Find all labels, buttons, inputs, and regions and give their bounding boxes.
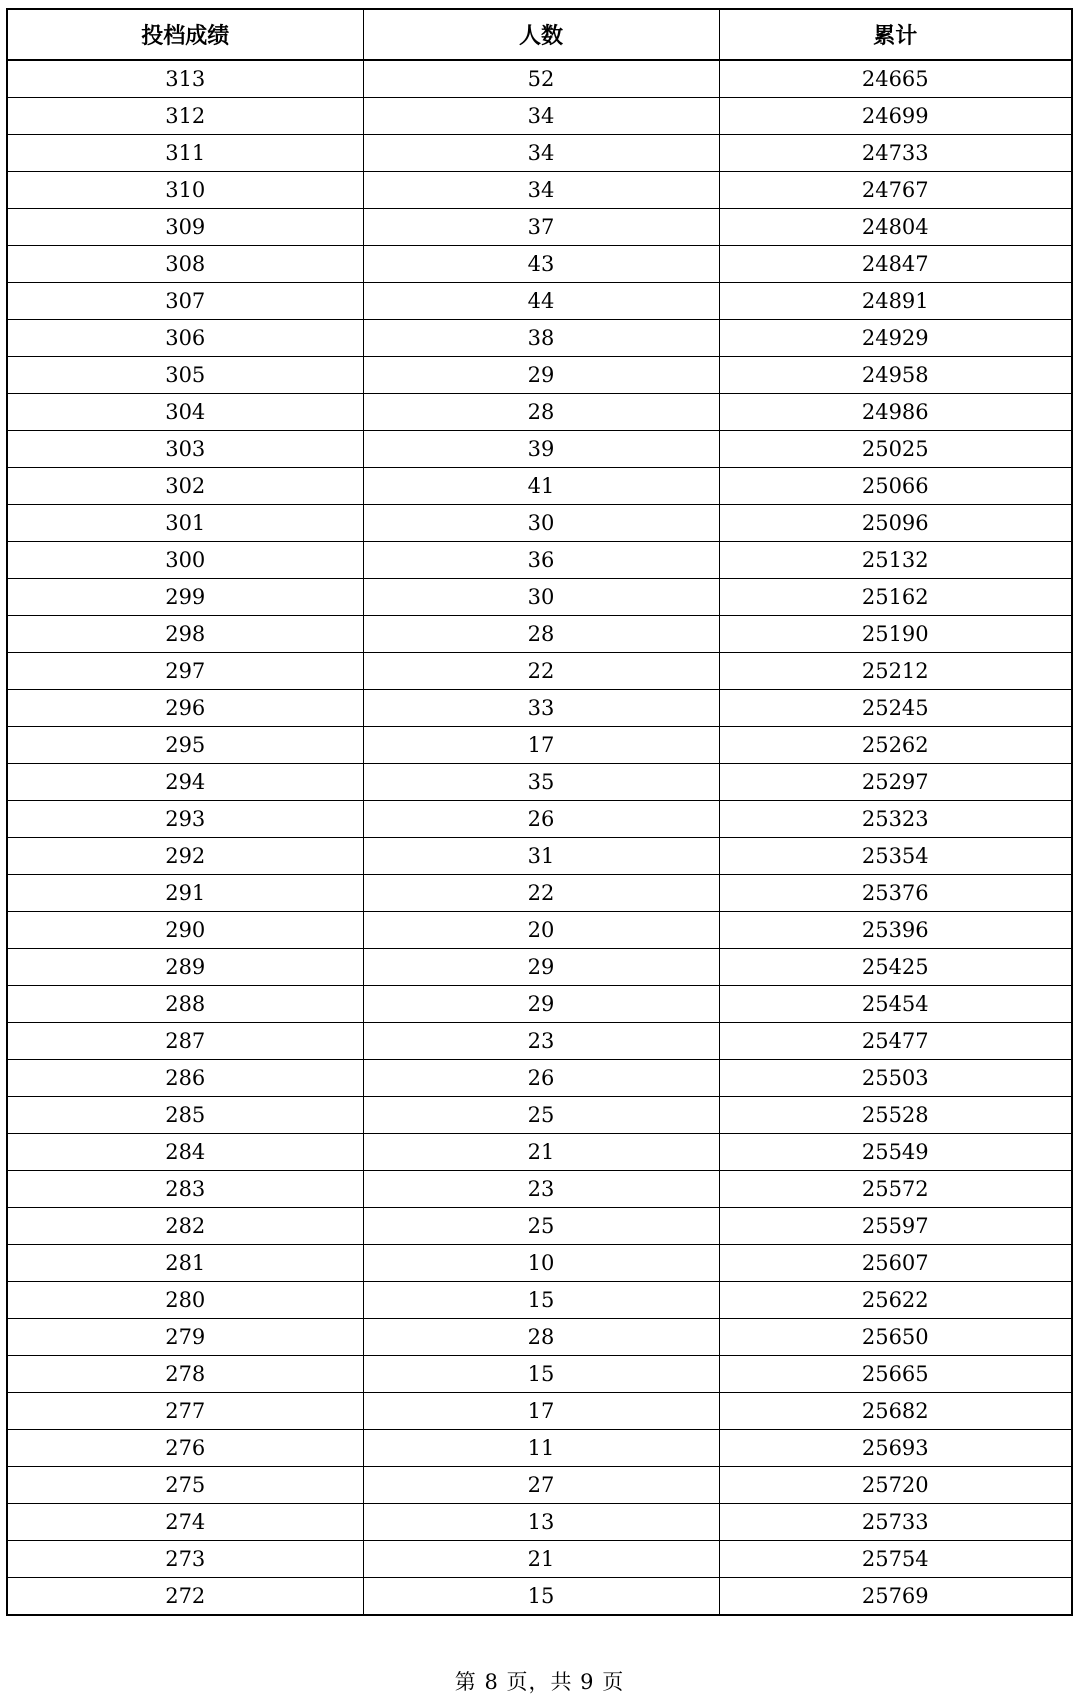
cell-cumulative: 24767: [719, 172, 1072, 209]
table-row: [7, 1171, 1072, 1208]
table-row: [7, 357, 1072, 394]
cell-cumulative: 25733: [719, 1504, 1072, 1541]
cell-count: 30: [363, 505, 719, 542]
cell-score: 279: [7, 1319, 363, 1356]
cell-score: 295: [7, 727, 363, 764]
cell-score: 280: [7, 1282, 363, 1319]
cell-score: 302: [7, 468, 363, 505]
cell-cumulative: 25132: [719, 542, 1072, 579]
table-row: [7, 838, 1072, 875]
table-row: [7, 1356, 1072, 1393]
header-count: 人数: [363, 9, 719, 60]
cell-cumulative: 24804: [719, 209, 1072, 246]
cell-score: 294: [7, 764, 363, 801]
cell-cumulative: 24986: [719, 394, 1072, 431]
cell-cumulative: 25425: [719, 949, 1072, 986]
cell-cumulative: 25066: [719, 468, 1072, 505]
cell-score: 281: [7, 1245, 363, 1282]
cell-cumulative: 25650: [719, 1319, 1072, 1356]
cell-count: 34: [363, 172, 719, 209]
cell-score: 286: [7, 1060, 363, 1097]
cell-cumulative: 25754: [719, 1541, 1072, 1578]
table-row: [7, 616, 1072, 653]
header-cumulative: 累计: [719, 9, 1072, 60]
cell-cumulative: 24847: [719, 246, 1072, 283]
cell-count: 28: [363, 394, 719, 431]
cell-cumulative: 25212: [719, 653, 1072, 690]
cell-score: 296: [7, 690, 363, 727]
cell-count: 15: [363, 1282, 719, 1319]
cell-count: 41: [363, 468, 719, 505]
table-row: [7, 1282, 1072, 1319]
cell-score: 272: [7, 1578, 363, 1616]
cell-count: 38: [363, 320, 719, 357]
cell-count: 22: [363, 653, 719, 690]
table-row: [7, 1245, 1072, 1282]
cell-count: 37: [363, 209, 719, 246]
cell-score: 310: [7, 172, 363, 209]
cell-score: 303: [7, 431, 363, 468]
cell-count: 15: [363, 1578, 719, 1616]
cell-count: 22: [363, 875, 719, 912]
cell-score: 288: [7, 986, 363, 1023]
table-row: [7, 801, 1072, 838]
cell-score: 292: [7, 838, 363, 875]
cell-cumulative: 25503: [719, 1060, 1072, 1097]
cell-count: 44: [363, 283, 719, 320]
table-row: [7, 542, 1072, 579]
cell-score: 293: [7, 801, 363, 838]
table-row: [7, 986, 1072, 1023]
cell-count: 28: [363, 1319, 719, 1356]
table-row: [7, 283, 1072, 320]
cell-score: 278: [7, 1356, 363, 1393]
cell-count: 34: [363, 135, 719, 172]
cell-count: 28: [363, 616, 719, 653]
cell-score: 309: [7, 209, 363, 246]
cell-cumulative: 25720: [719, 1467, 1072, 1504]
cell-count: 30: [363, 579, 719, 616]
cell-cumulative: 24665: [719, 60, 1072, 98]
cell-count: 21: [363, 1541, 719, 1578]
cell-count: 36: [363, 542, 719, 579]
cell-score: 275: [7, 1467, 363, 1504]
table-row: [7, 320, 1072, 357]
table-row: [7, 1393, 1072, 1430]
table-row: [7, 1097, 1072, 1134]
table-row: [7, 690, 1072, 727]
table-row: [7, 949, 1072, 986]
table-header: [7, 9, 1072, 60]
cell-count: 23: [363, 1171, 719, 1208]
cell-score: 306: [7, 320, 363, 357]
cell-score: 305: [7, 357, 363, 394]
cell-count: 26: [363, 801, 719, 838]
cell-cumulative: 25297: [719, 764, 1072, 801]
cell-score: 299: [7, 579, 363, 616]
table-row: [7, 1023, 1072, 1060]
table-row: [7, 912, 1072, 949]
cell-score: 285: [7, 1097, 363, 1134]
cell-score: 276: [7, 1430, 363, 1467]
cell-count: 26: [363, 1060, 719, 1097]
cell-cumulative: 25396: [719, 912, 1072, 949]
cell-count: 11: [363, 1430, 719, 1467]
cell-cumulative: 25622: [719, 1282, 1072, 1319]
cell-score: 277: [7, 1393, 363, 1430]
header-row: [7, 9, 1072, 60]
cell-cumulative: 25607: [719, 1245, 1072, 1282]
page-footer: 第 8 页，共 9 页: [454, 1670, 625, 1694]
cell-count: 39: [363, 431, 719, 468]
cell-score: 304: [7, 394, 363, 431]
cell-cumulative: 25096: [719, 505, 1072, 542]
cell-cumulative: 25572: [719, 1171, 1072, 1208]
cell-score: 289: [7, 949, 363, 986]
table-row: [7, 727, 1072, 764]
cell-count: 20: [363, 912, 719, 949]
cell-score: 312: [7, 98, 363, 135]
table-row: [7, 1467, 1072, 1504]
cell-score: 283: [7, 1171, 363, 1208]
table-row: [7, 135, 1072, 172]
cell-cumulative: 25454: [719, 986, 1072, 1023]
cell-cumulative: 25262: [719, 727, 1072, 764]
cell-score: 307: [7, 283, 363, 320]
cell-count: 43: [363, 246, 719, 283]
cell-count: 21: [363, 1134, 719, 1171]
cell-score: 313: [7, 60, 363, 98]
table-row: [7, 1319, 1072, 1356]
cell-count: 33: [363, 690, 719, 727]
cell-cumulative: 25477: [719, 1023, 1072, 1060]
cell-score: 308: [7, 246, 363, 283]
score-table: [6, 8, 1073, 1616]
cell-cumulative: 24699: [719, 98, 1072, 135]
cell-cumulative: 25682: [719, 1393, 1072, 1430]
header-score: 投档成绩: [7, 9, 363, 60]
cell-count: 17: [363, 727, 719, 764]
cell-count: 13: [363, 1504, 719, 1541]
table-row: [7, 579, 1072, 616]
cell-cumulative: 25549: [719, 1134, 1072, 1171]
table-row: [7, 1430, 1072, 1467]
cell-score: 284: [7, 1134, 363, 1171]
table-row: [7, 875, 1072, 912]
cell-cumulative: 25162: [719, 579, 1072, 616]
cell-cumulative: 25597: [719, 1208, 1072, 1245]
cell-cumulative: 25376: [719, 875, 1072, 912]
cell-count: 34: [363, 98, 719, 135]
table-row: [7, 1541, 1072, 1578]
cell-cumulative: 25693: [719, 1430, 1072, 1467]
cell-cumulative: 25025: [719, 431, 1072, 468]
cell-cumulative: 24891: [719, 283, 1072, 320]
cell-score: 287: [7, 1023, 363, 1060]
cell-score: 297: [7, 653, 363, 690]
cell-count: 35: [363, 764, 719, 801]
cell-cumulative: 25354: [719, 838, 1072, 875]
table-row: [7, 98, 1072, 135]
cell-cumulative: 25528: [719, 1097, 1072, 1134]
table-body: [7, 60, 1072, 1615]
cell-count: 23: [363, 1023, 719, 1060]
cell-score: 291: [7, 875, 363, 912]
table-row: [7, 1134, 1072, 1171]
cell-score: 290: [7, 912, 363, 949]
table-row: [7, 468, 1072, 505]
cell-count: 10: [363, 1245, 719, 1282]
cell-count: 25: [363, 1097, 719, 1134]
cell-count: 29: [363, 986, 719, 1023]
cell-count: 25: [363, 1208, 719, 1245]
table-row: [7, 60, 1072, 98]
cell-cumulative: 24733: [719, 135, 1072, 172]
cell-count: 31: [363, 838, 719, 875]
cell-cumulative: 24958: [719, 357, 1072, 394]
cell-score: 311: [7, 135, 363, 172]
table-row: [7, 653, 1072, 690]
cell-count: 27: [363, 1467, 719, 1504]
cell-cumulative: 24929: [719, 320, 1072, 357]
cell-cumulative: 25190: [719, 616, 1072, 653]
cell-score: 298: [7, 616, 363, 653]
table-row: [7, 1060, 1072, 1097]
cell-count: 17: [363, 1393, 719, 1430]
table-row: [7, 172, 1072, 209]
cell-cumulative: 25665: [719, 1356, 1072, 1393]
cell-cumulative: 25769: [719, 1578, 1072, 1616]
cell-count: 52: [363, 60, 719, 98]
cell-cumulative: 25245: [719, 690, 1072, 727]
cell-count: 29: [363, 357, 719, 394]
table-row: [7, 394, 1072, 431]
cell-score: 300: [7, 542, 363, 579]
cell-count: 29: [363, 949, 719, 986]
table-row: [7, 1578, 1072, 1616]
table-row: [7, 505, 1072, 542]
cell-count: 15: [363, 1356, 719, 1393]
cell-score: 301: [7, 505, 363, 542]
cell-score: 282: [7, 1208, 363, 1245]
table-row: [7, 1504, 1072, 1541]
cell-cumulative: 25323: [719, 801, 1072, 838]
table-row: [7, 1208, 1072, 1245]
table-row: [7, 431, 1072, 468]
table-row: [7, 246, 1072, 283]
cell-score: 273: [7, 1541, 363, 1578]
table-row: [7, 209, 1072, 246]
cell-score: 274: [7, 1504, 363, 1541]
table-row: [7, 764, 1072, 801]
